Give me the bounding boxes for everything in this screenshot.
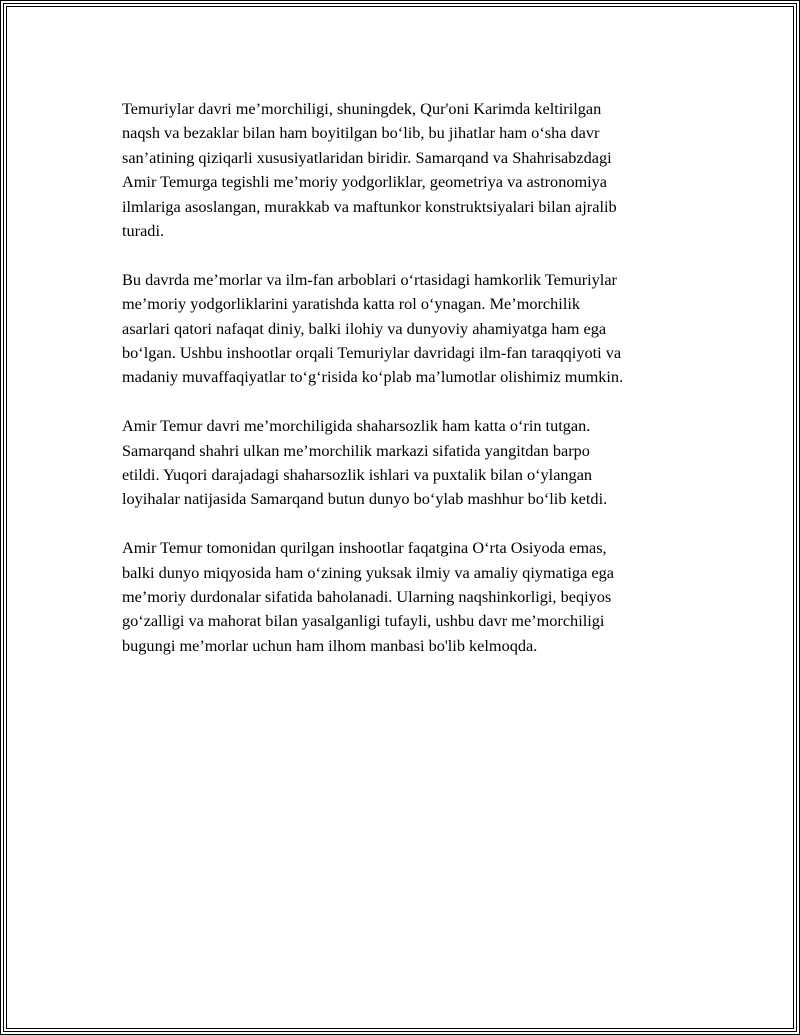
text-line: Samarqand shahri ulkan me’morchilik markazi sifatida yangitdan barpo [122, 440, 590, 460]
text-line: ilmlariga asoslangan, murakkab va maftunkor konstruktsiyalari bilan ajralib [122, 196, 617, 216]
text-line: bo‘lgan. Ushbu inshootlar orqali Temuriylar davridagi ilm-fan taraqqiyoti va [122, 343, 622, 363]
paragraph-1 [122, 97, 692, 243]
text-line: me’moriy yodgorliklarini yaratishda katta rol o‘ynagan. Me’morchilik [122, 294, 581, 314]
text-line: asarlari qatori nafaqat diniy, balki ilohiy va dunyoviy ahamiyatga ham ega [122, 318, 607, 338]
text-line: Bu davrda me’morlar va ilm-fan arboblari o‘rtasidagi hamkorlik Temuriylar [122, 269, 617, 289]
text-line: etildi. Yuqori darajadagi shaharsozlik ishlari va puxtalik bilan o‘ylangan [122, 465, 593, 485]
text-line: turadi. [122, 221, 165, 241]
text-line: balki dunyo miqyosida ham o‘zining yuksak ilmiy va amaliy qiymatiga ega [122, 562, 614, 582]
document-body [122, 97, 692, 683]
text-line: me’moriy durdonalar sifatida baholanadi. Ularning naqshinkorligi, beqiyos [122, 587, 612, 607]
text-line: Amir Temur tomonidan qurilgan inshootlar faqatgina O‘rta Osiyoda emas, [122, 538, 607, 558]
paragraph-4 [122, 536, 692, 658]
text-line: Amir Temurga tegishli me’moriy yodgorliklar, geometriya va astronomiya [122, 172, 608, 192]
text-line: Temuriylar davri me’morchiligi, shuningdek, Qur'oni Karimda keltirilgan [122, 99, 602, 118]
paragraph-2 [122, 268, 692, 390]
text-line: bugungi me’morlar uchun ham ilhom manbasi bo'lib kelmoqda. [122, 635, 538, 655]
text-line: loyihalar natijasida Samarqand butun dunyo bo‘ylab mashhur bo‘lib ketdi. [122, 489, 608, 509]
text-line: naqsh va bezaklar bilan ham boyitilgan bo‘lib, bu jihatlar ham o‘sha davr [122, 123, 600, 143]
text-line: madaniy muvaffaqiyatlar to‘g‘risida ko‘plab ma’lumotlar olishimiz mumkin. [122, 367, 624, 387]
text-line: go‘zalligi va mahorat bilan yasalganligi tufayli, ushbu davr me’morchiligi [122, 611, 605, 631]
text-line: Amir Temur davri me’morchiligida shaharsozlik ham katta o‘rin tutgan. [122, 416, 591, 436]
text-line: san’atining qiziqarli xususiyatlaridan biridir. Samarqand va Shahrisabzdagi [122, 147, 612, 167]
paragraph-3 [122, 414, 692, 512]
